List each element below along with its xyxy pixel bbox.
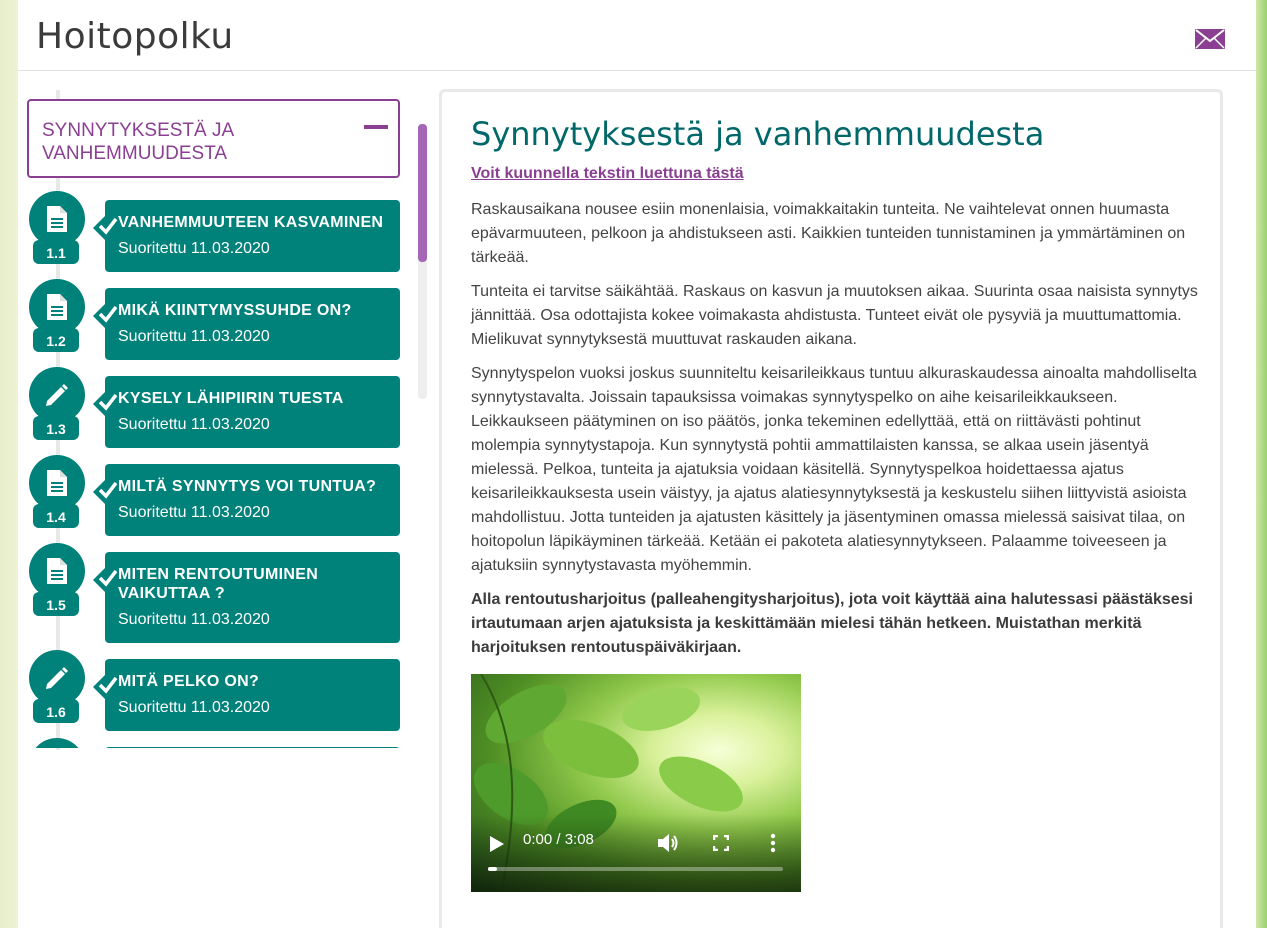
envelope-icon[interactable] <box>1195 29 1225 49</box>
step-number: 1.2 <box>33 328 79 352</box>
step-status: Suoritettu 11.03.2020 <box>118 416 270 433</box>
step-card[interactable] <box>105 552 400 643</box>
paragraph: Tunteita ei tarvitse säikähtää. Raskaus on kasvun ja muutoksen aikaa. Suurinta osaa naisista synnytys jännittää. Osa odottajista kokee voimakasta ahdistusta. Tunteet eivät ole pysyviä ja muuttumattomia. Mielikuvat synnytyksestä muuttuvat raskauden aikana. <box>471 283 1198 348</box>
fullscreen-icon[interactable] <box>713 835 729 851</box>
page <box>18 0 1256 928</box>
video-time: 0:00 / 3:08 <box>523 831 594 848</box>
check-icon <box>98 217 118 235</box>
video-controls <box>471 814 801 892</box>
step-number: 1.6 <box>33 699 79 723</box>
step-status: Suoritettu 11.03.2020 <box>118 699 270 716</box>
relaxation-video[interactable] <box>471 674 801 892</box>
video-progress-track[interactable] <box>488 867 783 871</box>
step-icon-circle <box>29 191 85 247</box>
document-icon <box>45 469 69 497</box>
step-title: MITÄ PELKO ON? <box>118 673 260 690</box>
section-title: SYNNYTYKSESTÄ JA VANHEMMUUDESTA <box>42 120 234 164</box>
section-header[interactable] <box>27 99 400 178</box>
video-progress-fill <box>488 867 497 871</box>
step-status: Suoritettu 11.03.2020 <box>118 328 270 345</box>
step-card[interactable] <box>105 200 400 272</box>
document-icon <box>45 293 69 321</box>
step-icon-circle <box>29 367 85 423</box>
bold-paragraph: Alla rentoutusharjoitus (palleahengitysharjoitus), jota voit käyttää aina halutessasi päästäksesi irtautumaan arjen ajatuksista ja keskittämään mielesi tähän hetkeen. Muistathan merkitä harjoituksen rentoutuspäiväkirjaan. <box>471 591 1193 656</box>
step-card[interactable] <box>105 747 400 748</box>
paragraph: Synnytyspelon vuoksi joskus suunniteltu keisarileikkaus tuntuu alkuraskaudessa ainoalta mahdolliselta synnytystavalta. Joissain tapauksissa voimakas synnytyspelko on aihe keisarileikkaukseen. Leikkaukseen päätyminen on iso päätös, jonka tekeminen edellyttää, että on riittävästi pohtinut molempia synnytystapoja. Kun synnytystä pohtii ammattilaisten kanssa, se alkaa usein jäsentyä mielessä. Pelkoa, tunteita ja ajatuksia voidaan käsitellä. Synnytyspelkoa hoidettaessa ajatus keisarileikkauksesta usein väistyy, ja ajatus alatiesynnytyksestä ja keskustelu siihen liittyvistä asioista mahdollistuu. Jotta tunteiden ja ajatusten käsittely ja jäsentyminen omassa mielessä saisivat tilaa, on hoitopolun läpikäyminen tärkeää. Ketään ei pakoteta alatiesynnytykseen. Palaamme toiveeseen ja ajatuksiin synnytystavasta myöhemmin. <box>471 365 1197 574</box>
step-icon-circle <box>29 455 85 511</box>
step-title: MILTÄ SYNNYTYS VOI TUNTUA? <box>118 478 377 495</box>
content-title: Synnytyksestä ja vanhemmuudesta <box>471 115 1045 153</box>
pencil-icon <box>43 381 71 409</box>
step-status: Suoritettu 11.03.2020 <box>118 611 270 628</box>
sidebar-scrollbar-thumb[interactable] <box>418 124 427 262</box>
check-icon <box>98 305 118 323</box>
header <box>18 0 1256 71</box>
step-status: Suoritettu 11.03.2020 <box>118 504 270 521</box>
content-panel <box>439 89 1223 928</box>
pencil-icon <box>43 664 71 692</box>
step-card[interactable] <box>105 376 400 448</box>
step-icon-circle <box>29 543 85 599</box>
more-options-icon[interactable] <box>770 833 776 853</box>
step-card[interactable] <box>105 659 400 731</box>
document-icon <box>45 205 69 233</box>
check-icon <box>98 569 118 587</box>
step-status: Suoritettu 11.03.2020 <box>118 240 270 257</box>
step-card[interactable] <box>105 288 400 360</box>
step-title: KYSELY LÄHIPIIRIN TUESTA <box>118 390 344 407</box>
step-title: MITEN RENTOUTUMINEN VAIKUTTAA ? <box>118 566 319 602</box>
step-title: MIKÄ KIINTYMYSSUHDE ON? <box>118 302 352 319</box>
step-list <box>18 180 418 748</box>
body-text <box>471 198 1203 670</box>
step-number: 1.3 <box>33 416 79 440</box>
check-icon <box>98 481 118 499</box>
step-number: 1.4 <box>33 504 79 528</box>
step-title: VANHEMMUUTEEN KASVAMINEN <box>118 214 384 231</box>
step-icon-circle <box>29 738 85 748</box>
volume-icon[interactable] <box>658 833 680 853</box>
check-icon <box>98 676 118 694</box>
step-number: 1.1 <box>33 240 79 264</box>
step-number: 1.5 <box>33 592 79 616</box>
check-icon <box>98 393 118 411</box>
listen-link[interactable]: Voit kuunnella tekstin luettuna tästä <box>471 165 744 182</box>
step-card[interactable] <box>105 464 400 536</box>
play-icon[interactable] <box>490 836 504 852</box>
minus-icon[interactable] <box>364 125 388 129</box>
step-icon-circle <box>29 279 85 335</box>
app-title: Hoitopolku <box>36 16 234 57</box>
paragraph: Raskausaikana nousee esiin monenlaisia, voimakkaitakin tunteita. Ne vaihtelevat onnen huumasta epävarmuuteen, pelkoon ja ahdistukseen asti. Kaikkien tunteiden tunnistaminen ja ymmärtäminen on tärkeää. <box>471 201 1186 266</box>
step-icon-circle <box>29 650 85 706</box>
document-icon <box>45 557 69 585</box>
